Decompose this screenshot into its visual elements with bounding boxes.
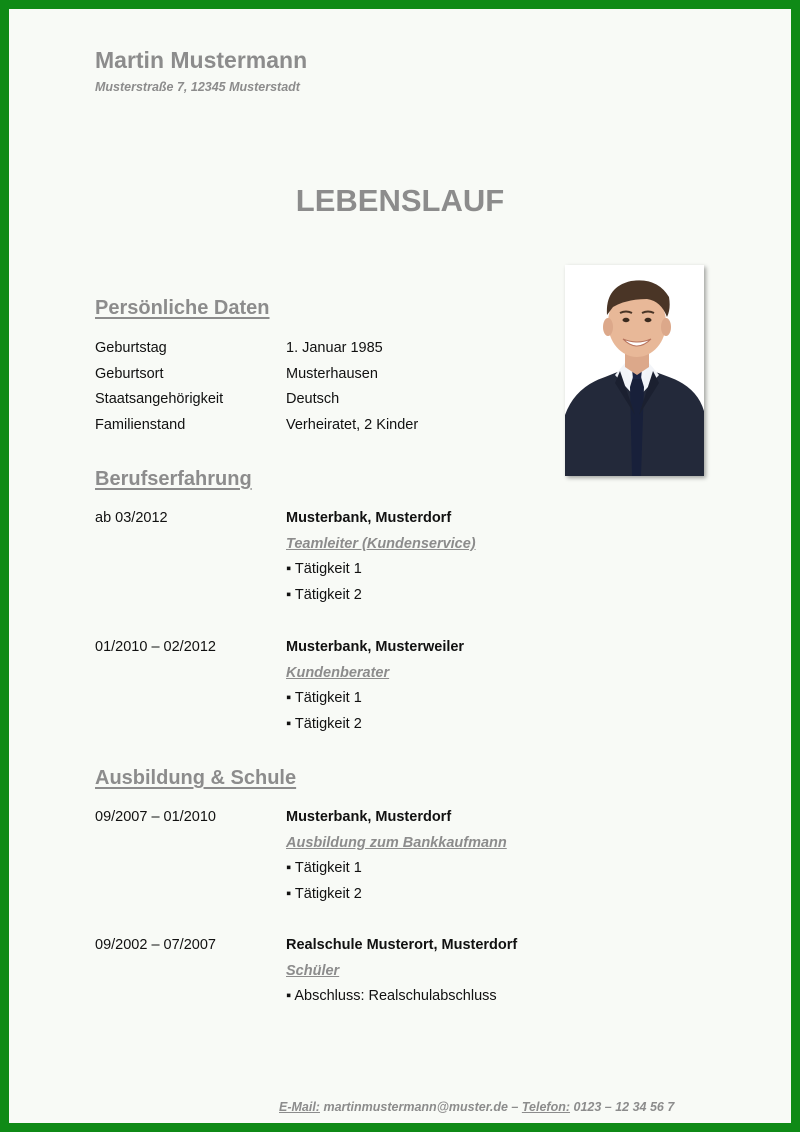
entry-role: Ausbildung zum Bankkaufmann <box>286 835 507 851</box>
entry-bullet: ▪ Tätigkeit 1 <box>286 561 362 577</box>
applicant-name: Martin Mustermann <box>95 47 308 73</box>
portrait-photo <box>565 265 704 476</box>
entry-organization: Realschule Musterort, Musterdorf <box>286 937 518 953</box>
entry-date: 09/2002 – 07/2007 <box>95 937 216 953</box>
entry-bullet: ▪ Abschluss: Realschulabschluss <box>286 988 497 1004</box>
personal-label: Geburtstag <box>95 340 167 356</box>
cv-page <box>9 9 791 1123</box>
section-heading-education: Ausbildung & Schule <box>95 767 297 789</box>
entry-organization: Musterbank, Musterweiler <box>286 639 465 655</box>
applicant-address: Musterstraße 7, 12345 Musterstadt <box>95 80 300 94</box>
entry-organization: Musterbank, Musterdorf <box>286 809 452 825</box>
personal-label: Geburtsort <box>95 366 164 382</box>
entry-role: Teamleiter (Kundenservice) <box>286 536 476 552</box>
section-heading-experience: Berufserfahrung <box>95 468 252 490</box>
email-label: E-Mail: <box>279 1100 320 1114</box>
personal-value: Musterhausen <box>286 366 378 382</box>
email-address[interactable]: martinmustermann@muster.de <box>323 1100 508 1114</box>
entry-bullet: ▪ Tätigkeit 1 <box>286 860 362 876</box>
footer-separator: – <box>511 1100 519 1114</box>
personal-value: Verheiratet, 2 Kinder <box>286 417 419 433</box>
portrait-icon <box>565 265 704 476</box>
section-heading-personal: Persönliche Daten <box>95 297 270 319</box>
entry-role: Kundenberater <box>286 665 390 681</box>
contact-footer <box>279 1100 674 1114</box>
phone-number[interactable]: 0123 – 12 34 56 7 <box>573 1100 675 1114</box>
personal-label: Familienstand <box>95 417 186 433</box>
entry-bullet: ▪ Tätigkeit 2 <box>286 587 362 603</box>
entry-organization: Musterbank, Musterdorf <box>286 510 452 526</box>
entry-date: 09/2007 – 01/2010 <box>95 809 216 825</box>
entry-role: Schüler <box>286 963 340 979</box>
personal-value: 1. Januar 1985 <box>286 340 383 356</box>
entry-date: ab 03/2012 <box>95 510 168 526</box>
entry-bullet: ▪ Tätigkeit 2 <box>286 716 362 732</box>
entry-bullet: ▪ Tätigkeit 1 <box>286 690 362 706</box>
entry-bullet: ▪ Tätigkeit 2 <box>286 886 362 902</box>
document-title: LEBENSLAUF <box>295 183 505 218</box>
personal-label: Staatsangehörigkeit <box>95 391 224 407</box>
phone-label: Telefon: <box>521 1100 571 1114</box>
entry-date: 01/2010 – 02/2012 <box>95 639 216 655</box>
personal-value: Deutsch <box>286 391 340 407</box>
